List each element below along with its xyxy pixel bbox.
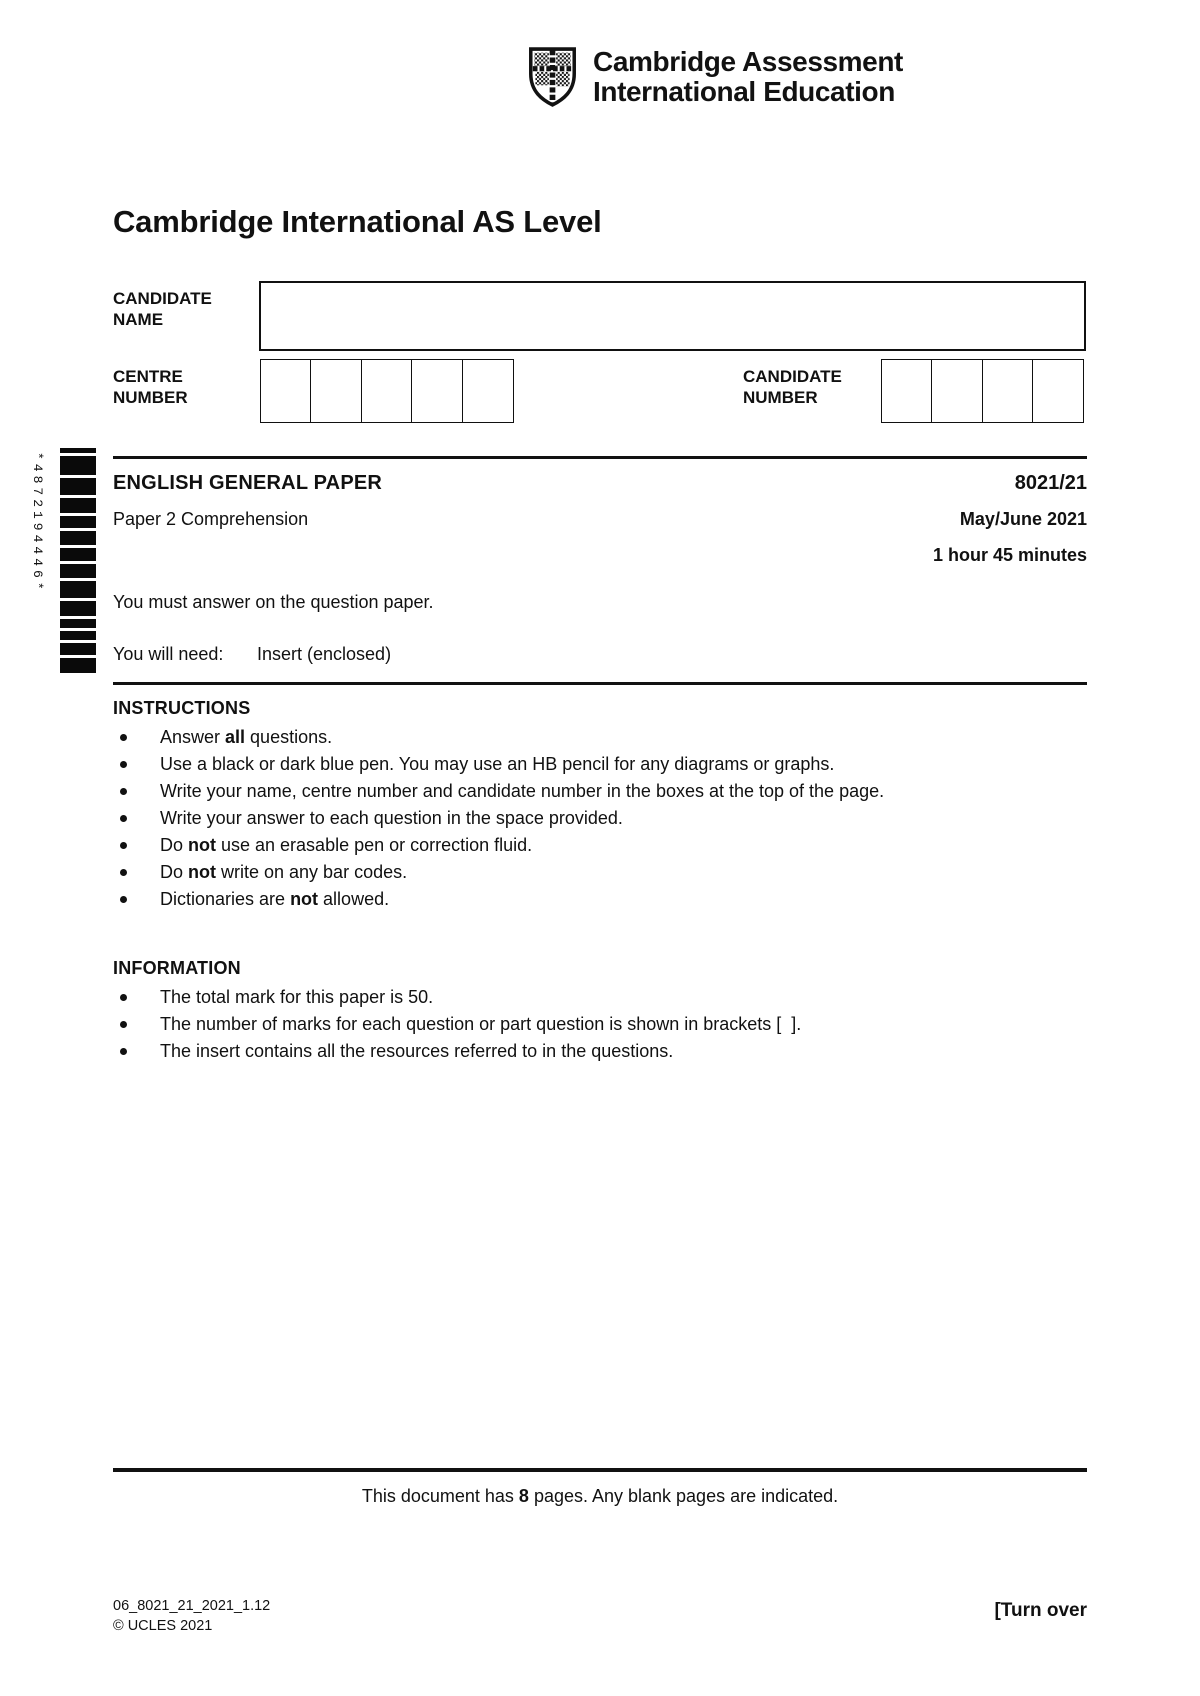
list-item-text: Write your name, centre number and candidate number in the boxes at the top of the page. [160,781,885,801]
number-cell[interactable] [1032,359,1084,423]
list-item-text: The number of marks for each question or part question is shown in brackets [ ]. [160,1014,802,1034]
bullet-icon [120,896,127,903]
list-item [113,751,1093,778]
list-item [113,1038,1093,1065]
document-pages-note: This document has 8 pages. Any blank pages are indicated. [361,1486,839,1506]
bullet-icon [120,869,127,876]
barcode-bar [60,448,96,453]
logo-wordmark [593,47,903,107]
number-cell[interactable] [931,359,983,423]
bullet-icon [120,761,127,768]
cambridge-shield-icon [525,47,580,107]
candidate-name-label: CANDIDATE NAME [113,289,212,329]
candidate-number-label: CANDIDATE NUMBER [743,367,842,407]
barcode-bar [60,581,96,598]
barcode-bar [60,456,96,475]
qualification-title: Cambridge International AS Level [113,204,602,239]
list-item-text: Do not use an erasable pen or correction fluid. [160,835,533,855]
exam-duration: 1 hour 45 minutes [932,545,1087,565]
logo-line2: International Education [593,76,895,107]
list-item [113,724,1093,751]
bullet-icon [120,788,127,795]
instructions-list [113,724,1093,913]
subject-name: ENGLISH GENERAL PAPER [113,472,383,494]
list-item-text: Answer all questions. [160,727,333,747]
paper-name: Paper 2 Comprehension [113,509,309,529]
candidate-name-input[interactable] [259,281,1086,351]
barcode-bar [60,498,96,513]
list-item [113,832,1093,859]
barcode-bar [60,601,96,616]
exam-session: May/June 2021 [959,509,1087,529]
number-cell[interactable] [411,359,463,423]
bullet-icon [120,1048,127,1055]
number-cell[interactable] [361,359,413,423]
barcode-bar [60,548,96,561]
bullet-icon [120,815,127,822]
bullet-icon [120,1021,127,1028]
list-item [113,778,1093,805]
list-item [113,886,1093,913]
document-code: 06_8021_21_2021_1.12 [113,1598,271,1614]
number-cell[interactable] [462,359,514,423]
cambridge-logo [525,47,903,107]
materials-needed-value: Insert (enclosed) [257,644,392,664]
list-item-text: Do not write on any bar codes. [160,862,408,882]
candidate-number-cells [881,359,1084,423]
centre-number-label: CENTRE NUMBER [113,367,188,407]
number-cell[interactable] [260,359,312,423]
barcode-bar [60,643,96,655]
bullet-icon [120,994,127,1001]
materials-needed-label: You will need: [113,644,224,664]
list-item [113,1011,1093,1038]
barcode-bar [60,478,96,495]
barcode [60,448,96,676]
list-item [113,859,1093,886]
list-item [113,984,1093,1011]
number-cell[interactable] [881,359,933,423]
number-cell[interactable] [310,359,362,423]
answer-note: You must answer on the question paper. [113,592,434,612]
information-list [113,984,1093,1065]
copyright-notice: © UCLES 2021 [113,1618,213,1634]
divider-footer [113,1468,1087,1472]
paper-code: 8021/21 [1014,472,1087,494]
list-item-text: Use a black or dark blue pen. You may use an HB pencil for any diagrams or graphs. [160,754,835,774]
bullet-icon [120,842,127,849]
number-cell[interactable] [982,359,1034,423]
centre-number-cells [260,359,514,423]
turn-over-label: [Turn over [994,1600,1087,1621]
barcode-bar [60,531,96,545]
instructions-heading: INSTRUCTIONS [113,698,251,718]
list-item-text: Dictionaries are not allowed. [160,889,390,909]
barcode-bar [60,564,96,578]
list-item [113,805,1093,832]
barcode-bar [60,658,96,673]
barcode-bar [60,631,96,640]
logo-line1: Cambridge Assessment [593,46,903,77]
information-heading: INFORMATION [113,958,241,978]
list-item-text: Write your answer to each question in the space provided. [160,808,623,828]
bullet-icon [120,734,127,741]
barcode-number: *4872194446* [30,452,45,594]
barcode-bar [60,619,96,628]
divider-instructions [113,682,1087,685]
list-item-text: The total mark for this paper is 50. [160,987,434,1007]
barcode-bar [60,516,96,528]
divider-top [113,456,1087,459]
list-item-text: The insert contains all the resources referred to in the questions. [160,1041,674,1061]
